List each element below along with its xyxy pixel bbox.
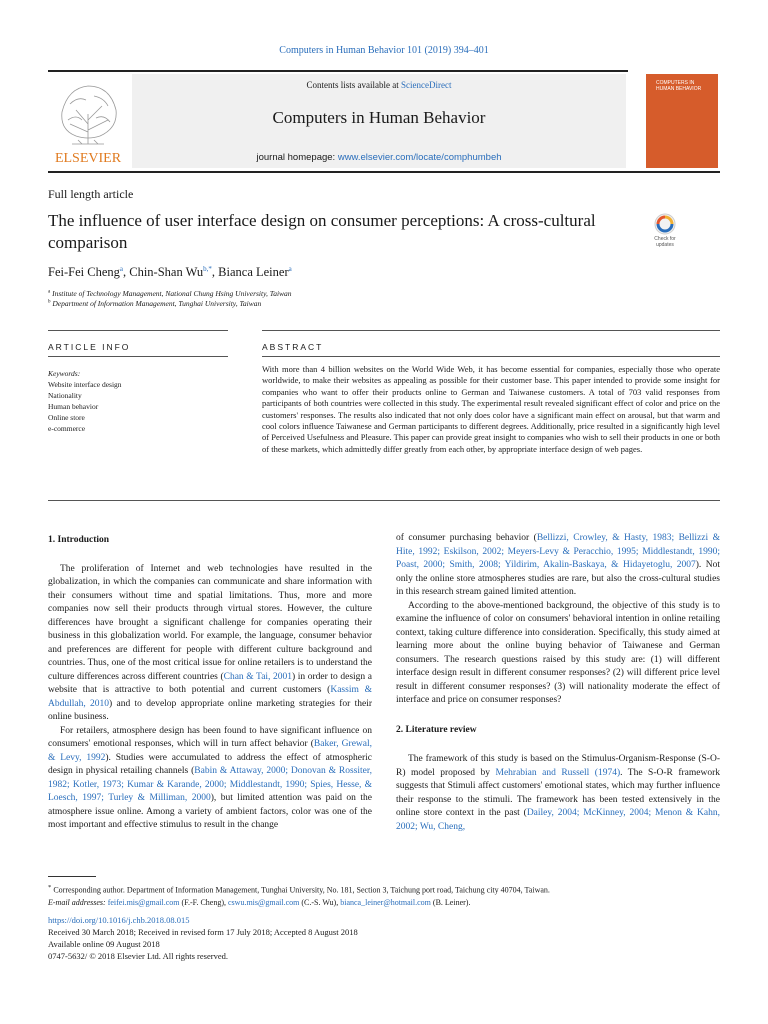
badge-line-1: Check for: [654, 236, 676, 242]
footnote-marker: *: [48, 884, 52, 891]
keywords-block: [48, 368, 228, 434]
affiliation: [48, 289, 292, 298]
citation-link[interactable]: Baker, Grewal, & Levy, 1992: [48, 739, 372, 763]
author-name[interactable]: Chin-Shan Wu: [129, 265, 204, 280]
received-dates: Received 30 March 2018; Received in revised form 17 July 2018; Accepted 8 August 2018: [48, 927, 358, 937]
cover-title-line-1: COMPUTERS IN: [656, 80, 695, 86]
abstract-text: With more than 4 billion websites on the World Wide Web, it has become essential for companies, especially those who operate worldwide, to make their websites as appealing as possible for their customer base. This paper intended to provide some insight for companies who want to offer their products online to German and Taiwanese customers. A total of 703 valid responses from participants of both countries were collected in this study. The experimental result revealed significant effect of color and price on the customers' responses. The results also indicated that not only does color have a significant main effect on arousal, but that warm and cool colors influence Taiwanese and German participants to different degrees. Additionally, price resulted in a significantly high level of Perceived Usefulness and Pleasure. This paper can provide great insight to companies who wish to sell their products in one or both of these markets, which admittedly differ greatly from each other, by appropriate interface design of web pages.: [262, 364, 720, 454]
footnote-rule: [48, 876, 96, 877]
affiliation-marker: b: [48, 299, 51, 305]
citation-link[interactable]: Babin & Attaway, 2000; Donovan & Rossiter, 1982; Kotler, 1973; Kumar & Karande, 2000; Middlestandt, 1990; Spies, Hesse, & Loesch, 1997; Turley & Milliman, 2000: [48, 766, 373, 803]
keyword: Online store: [48, 413, 85, 422]
affiliation-marker: a: [48, 289, 51, 295]
intro-paragraph-4: According to the above-mentioned background, the objective of this study is to examine the influence of color on consumers' behavioral intention in online retailing context, taking culture difference into consideration. Specifically, this study aimed at learning more about the online buying behavior of Taiwanese and German consumers. The research questions raised by this study are: (1) will different interface design result in different consumer responses? (2) will different price level result in different consumer responses? (3) will nationality moderate the effect of interface and price on consumer responses?: [396, 600, 720, 705]
author-name[interactable]: Bianca Leiner: [218, 265, 289, 280]
affiliation: [48, 299, 261, 308]
journal-homepage: [132, 152, 626, 163]
author-separator: ,: [211, 265, 219, 280]
publisher-wordmark: ELSEVIER: [54, 151, 122, 166]
keywords-label: Keywords:: [48, 369, 81, 378]
citation-link[interactable]: Kassim & Abdullah, 2010: [48, 685, 372, 709]
article-type: Full length article: [48, 187, 134, 201]
keyword: Nationality: [48, 391, 82, 400]
doi-link[interactable]: https://doi.org/10.1016/j.chb.2018.08.015: [48, 915, 190, 925]
article-info-underline: [48, 356, 228, 357]
elsevier-tree-logo: [48, 74, 128, 168]
article-info-rule: [48, 330, 228, 331]
homepage-prefix: journal homepage:: [256, 152, 338, 163]
section-heading-introduction: 1. Introduction: [48, 535, 110, 545]
citation-link[interactable]: Bellizzi, Crowley, & Hasty, 1983; Bellizzi & Hite, 1992; Eskilson, 2002; Meyers-Levy & Peracchio, 1995; Middlestandt, 1990; Poast, 2000; Smith, 2008; Yildirim, Akalin-Baskaya, & Hidayetoglu, 2007: [396, 533, 720, 570]
author-separator: ,: [122, 265, 130, 280]
keyword: e-commerce: [48, 424, 86, 433]
email-link[interactable]: cswu.mis@gmail.com: [228, 897, 300, 907]
abstract-rule: [262, 330, 720, 331]
check-for-updates-label: [646, 236, 684, 248]
intro-paragraph-2: For retailers, atmosphere design has been found to have significant influence on consumers' emotional responses, which will in turn affect behavior (Baker, Grewal, & Levy, 1992). Studies were accumulated to address the effect of atmospheric design in physical retailing channels (Babin & Attaway, 2000; Donovan & Rossiter, 1982; Kotler, 1973; Kumar & Karande, 2000; Middlestandt, 1990; Spies, Hesse, & Loesch, 1997; Turley & Milliman, 2000), but limited attention was paid on the atmosphere issue online. Among a variety of ambient factors, color was one of the most important and effective stimulus to result in the change: [48, 725, 373, 830]
keyword: Human behavior: [48, 402, 99, 411]
section-heading-literature-review: 2. Literature review: [396, 724, 477, 735]
journal-name: Computers in Human Behavior: [272, 108, 486, 127]
affiliation-text: Institute of Technology Management, National Chung Hsing University, Taiwan: [52, 289, 292, 298]
citation-link[interactable]: Mehrabian and Russell (1974): [495, 767, 621, 778]
banner-bottom-rule: [48, 171, 720, 173]
contents-prefix: Contents lists available at: [306, 80, 401, 90]
contents-line: [132, 80, 626, 90]
corresponding-author-footnote: [48, 882, 720, 909]
footnote-corresponding: * Corresponding author. Department of Information Management, Tunghai University, No. 181, Section 3, Taichung port road, Taichung city 40704, Taiwan.: [48, 884, 550, 895]
badge-line-2: updates: [656, 242, 674, 248]
article-history: [48, 914, 548, 962]
keyword: Website interface design: [48, 380, 122, 389]
cover-title-line-2: HUMAN BEHAVIOR: [656, 86, 702, 92]
citation-link[interactable]: Dailey, 2004; McKinney, 2004; Menon & Kahn, 2002; Wu, Cheng,: [396, 808, 720, 832]
literature-paragraph-1: The framework of this study is based on the Stimulus-Organism-Response (S-O-R) model proposed by Mehrabian and Russell (1974). The S-O-R framework suggests that Stimuli affect customers' emotional states, which may further influence their response to the stimuli. The framework has been tested extensively in the online store context in the past (Dailey, 2004; McKinney, 2004; Menon & Kahn, 2002; Wu, Cheng,: [396, 754, 720, 832]
footnote-emails: E-mail addresses: feifei.mis@gmail.com (F.-F. Cheng), cswu.mis@gmail.com (C.-S. Wu), bianca_leiner@hotmail.com (B. Leiner).: [48, 897, 471, 907]
banner-top-rule: [48, 70, 628, 72]
journal-cover-title: [656, 80, 716, 92]
available-online: Available online 09 August 2018: [48, 939, 160, 949]
citation-link[interactable]: Chan & Tai, 2001: [223, 671, 293, 682]
email-link[interactable]: bianca_leiner@hotmail.com: [340, 897, 431, 907]
abstract-heading: ABSTRACT: [262, 342, 324, 352]
affiliation-text: Department of Information Management, Tunghai University, Taiwan: [52, 299, 262, 308]
email-link[interactable]: feifei.mis@gmail.com: [107, 897, 180, 907]
sciencedirect-link[interactable]: ScienceDirect: [401, 80, 452, 90]
author-name[interactable]: Fei-Fei Cheng: [48, 265, 120, 280]
author-affiliation-marker[interactable]: a: [288, 265, 292, 273]
author-list: [48, 265, 292, 280]
abstract-bottom-rule: [48, 500, 720, 501]
homepage-link[interactable]: www.elsevier.com/locate/comphumbeh: [337, 152, 502, 163]
email-label: E-mail addresses:: [48, 897, 108, 907]
article-title: The influence of user interface design on consumer perceptions: A cross-cultural comparison: [48, 211, 596, 252]
article-info-heading: ARTICLE INFO: [48, 342, 131, 352]
intro-paragraph-1: The proliferation of Internet and web technologies have resulted in the globalization, in which the companies can communicate and share information with their consumers without time and spatial limitations. Thus, more and more companies now sell their products through virtual stores. However, the culture differences have brought a significant challenge for companies operating their business in this globalization world. For example, the language, consumer behavior and preferences are different for people with different culture background and countries. Thus, one of the most critical issue for online retailers is to understand the culture differences across different countries (Chan & Tai, 2001) in order to design a website that is attractive to both potential and current customers (Kassim & Abdullah, 2010) and to develop appropriate online marketing strategies for their online business.: [48, 563, 372, 722]
journal-citation[interactable]: Computers in Human Behavior 101 (2019) 394–401: [279, 45, 489, 56]
copyright: 0747-5632/ © 2018 Elsevier Ltd. All rights reserved.: [48, 951, 228, 961]
author-affiliation-marker[interactable]: b,*: [203, 265, 212, 273]
intro-paragraph-3: of consumer purchasing behavior (Bellizzi, Crowley, & Hasty, 1983; Bellizzi & Hite, 1992; Eskilson, 2002; Meyers-Levy & Peracchio, 1995; Middlestandt, 1990; Poast, 2000; Smith, 2008; Yildirim, Akalin-Baskaya, & Hidayetoglu, 2007). Not only the online store atmospheres studies are rare, but also the cross-cultural studies in this research stream gained limited attention.: [396, 533, 720, 597]
body-left-column: [48, 534, 372, 833]
abstract-underline: [262, 356, 720, 357]
body-right-column: [396, 532, 720, 834]
author-affiliation-marker[interactable]: a: [119, 265, 123, 273]
